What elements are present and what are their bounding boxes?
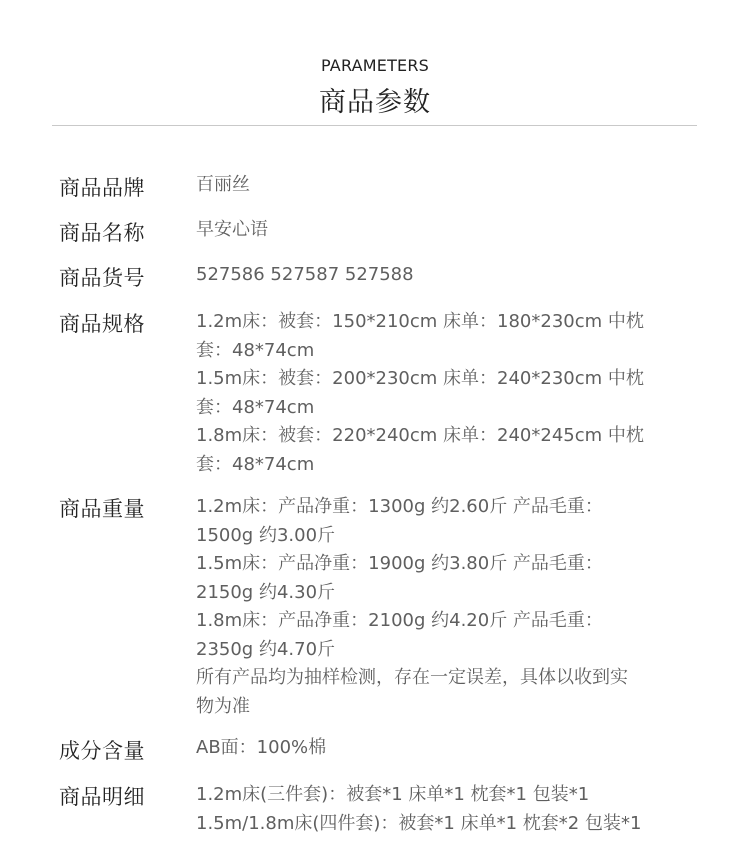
param-value-line: AB面：100%棉 (196, 737, 327, 758)
param-value-line: 2350g 约4.70斤 (196, 638, 336, 660)
param-label-brand: 商品品牌 (59, 176, 145, 200)
param-value-line: 1500g 约3.00斤 (196, 524, 336, 546)
param-value-line: 所有产品均为抽样检测，存在一定误差，具体以收到实 (196, 667, 628, 688)
param-value-composition (196, 734, 666, 763)
param-value-line: 1.5m/1.8m床(四件套)：被套*1 床单*1 枕套*2 包装*1 (196, 812, 642, 834)
param-label-name: 商品名称 (59, 221, 145, 245)
param-value-line: 1.5m床：产品净重：1900g 约3.80斤 产品毛重： (196, 553, 603, 574)
param-value-details (196, 781, 666, 838)
param-value-line: 1.8m床：被套：220*240cm 床单：240*245cm 中枕 (196, 425, 644, 446)
param-value-line: 1.2m床：被套：150*210cm 床单：180*230cm 中枕 (196, 311, 644, 332)
param-value-line: 早安心语 (196, 219, 268, 240)
param-value-brand (196, 171, 666, 200)
param-value-line: 套：48*74cm (196, 396, 315, 418)
param-label-composition: 成分含量 (59, 739, 145, 763)
param-value-line: 套：48*74cm (196, 453, 315, 475)
param-value-line: 2150g 约4.30斤 (196, 581, 336, 603)
param-label-weight: 商品重量 (59, 497, 145, 521)
param-value-line: 1.2m床(三件套)：被套*1 床单*1 枕套*1 包装*1 (196, 784, 590, 805)
param-label-details: 商品明细 (59, 785, 145, 809)
param-value-line: 套：48*74cm (196, 339, 315, 361)
param-value-name (196, 216, 666, 245)
section-title-english: PARAMETERS (320, 56, 430, 75)
param-value-line: 527586 527587 527588 (196, 264, 414, 285)
param-label-specs: 商品规格 (59, 312, 145, 336)
param-value-item-number (196, 261, 666, 290)
param-value-line: 物为准 (196, 695, 250, 717)
param-value-line: 1.8m床：产品净重：2100g 约4.20斤 产品毛重： (196, 610, 603, 631)
param-value-line: 1.5m床：被套：200*230cm 床单：240*230cm 中枕 (196, 368, 644, 389)
section-title-chinese: 商品参数 (319, 87, 431, 118)
header-divider (52, 125, 697, 126)
param-value-line: 百丽丝 (196, 174, 250, 195)
param-value-specs (196, 308, 666, 479)
param-value-line: 1.2m床：产品净重：1300g 约2.60斤 产品毛重： (196, 496, 603, 517)
param-value-weight (196, 493, 666, 721)
param-label-item-number: 商品货号 (59, 266, 145, 290)
